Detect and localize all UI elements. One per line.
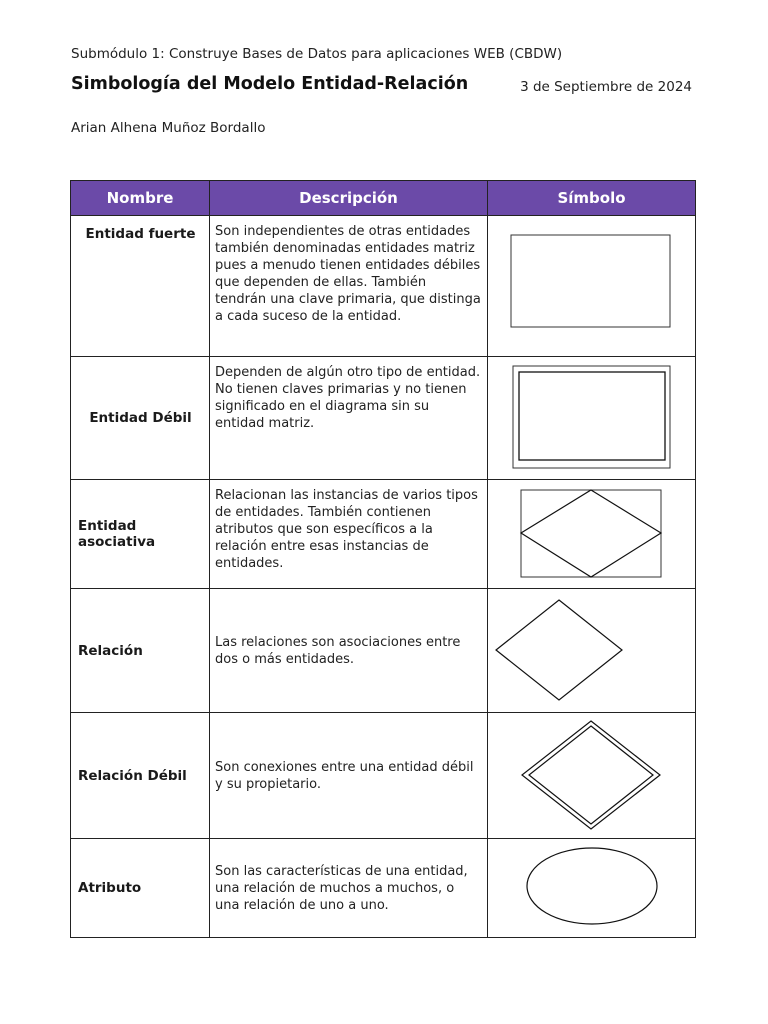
column-header-symbol: Símbolo: [488, 181, 696, 216]
row-symbol: [488, 216, 696, 357]
column-header-description: Descripción: [210, 181, 488, 216]
strong-entity-symbol: [488, 216, 696, 356]
table-row: [71, 713, 696, 839]
row-description: Son conexiones entre una entidad débil y su propietario.: [210, 713, 488, 839]
document-date: 3 de Septiembre de 2024: [520, 79, 692, 95]
row-description: Son las características de una entidad, una relación de muchos a muchos, o una relación de uno a uno.: [210, 839, 488, 938]
table-header-row: [71, 181, 696, 216]
relationship-symbol: [488, 589, 696, 712]
author-name: Arian Alhena Muñoz Bordallo: [71, 120, 266, 136]
table-row: [71, 357, 696, 480]
row-name: Atributo: [71, 839, 210, 938]
attribute-symbol: [488, 839, 696, 937]
weak-entity-symbol: [488, 357, 696, 479]
row-name: Entidad asociativa: [71, 480, 210, 589]
page-title: Simbología del Modelo Entidad-Relación: [71, 74, 469, 94]
row-symbol: [488, 713, 696, 839]
weak-relationship-symbol: [488, 713, 696, 838]
row-description: Relacionan las instancias de varios tipos de entidades. También contienen atributos que son específicos a la relación entre esas instancias de entidades.: [210, 480, 488, 589]
submodule-line: Submódulo 1: Construye Bases de Datos para aplicaciones WEB (CBDW): [71, 46, 563, 62]
table-row: [71, 216, 696, 357]
row-symbol: [488, 589, 696, 713]
row-description: Las relaciones son asociaciones entre dos o más entidades.: [210, 589, 488, 713]
row-name: Entidad fuerte: [71, 216, 210, 357]
row-symbol: [488, 839, 696, 938]
row-name: Relación Débil: [71, 713, 210, 839]
column-header-name: Nombre: [71, 181, 210, 216]
associative-entity-symbol: [488, 480, 696, 588]
symbology-table: [70, 180, 696, 938]
row-symbol: [488, 357, 696, 480]
table-row: [71, 839, 696, 938]
row-description: Dependen de algún otro tipo de entidad. No tienen claves primarias y no tienen significado en el diagrama sin su entidad matriz.: [210, 357, 488, 480]
row-name: Entidad Débil: [71, 357, 210, 480]
table-row: [71, 480, 696, 589]
row-symbol: [488, 480, 696, 589]
table-row: [71, 589, 696, 713]
row-name: Relación: [71, 589, 210, 713]
row-description: Son independientes de otras entidades también denominadas entidades matriz pues a menudo tienen entidades débiles que dependen de ellas. También tendrán una clave primaria, que distinga a cada suceso de la entidad.: [210, 216, 488, 357]
